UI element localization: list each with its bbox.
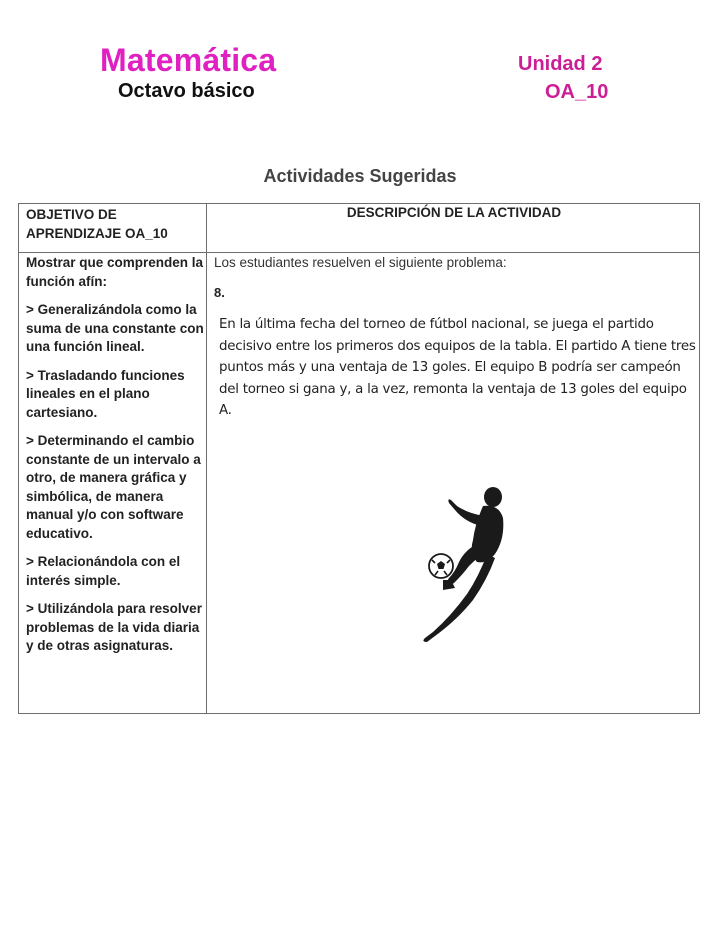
objective-item: > Utilizándola para resolver problemas de la vida diaria y de otras asignaturas. [26, 601, 202, 653]
objective-intro: Mostrar que comprenden la función afín: [26, 255, 204, 289]
objective-item: > Determinando el cambio constante de un intervalo a otro, de manera gráfica y simbólica, de manera manual y/o con software educativo. [26, 433, 201, 541]
objective-item: > Generalizándola como la suma de una constante con una función lineal. [26, 302, 204, 354]
objective-item: > Trasladando funciones lineales en el plano cartesiano. [26, 367, 185, 420]
soccer-player-silhouette-icon [399, 484, 519, 644]
problem-number: 8. [214, 285, 225, 300]
unit-label: Unidad 2 [518, 53, 603, 75]
activities-table [18, 203, 700, 714]
problem-text: En la última fecha del torneo de fútbol nacional, se juega el partido decisivo entre los primeros dos equipos de la tabla. El partido A tiene tres puntos más y una ventaja de 13 goles. El equipo B podría ser campeón del torneo si gana y, a la vez, remonta la ventaja de 13 goles del equipo A. [219, 317, 696, 418]
grade-label: Octavo básico [118, 80, 255, 102]
header-description: DESCRIPCIÓN DE LA ACTIVIDAD [346, 205, 562, 220]
column-divider [206, 204, 207, 713]
activity-intro: Los estudiantes resuelven el siguiente problema: [214, 255, 507, 270]
objective-item: > Relacionándola con el interés simple. [26, 554, 181, 588]
objective-column [26, 254, 204, 666]
subject-title: Matemática [100, 42, 277, 78]
section-title: Actividades Sugeridas [263, 166, 457, 186]
header-row-divider [19, 252, 699, 253]
header-objective: OBJETIVO DE APRENDIZAJE OA_10 [26, 207, 168, 241]
objective-code: OA_10 [545, 81, 609, 103]
